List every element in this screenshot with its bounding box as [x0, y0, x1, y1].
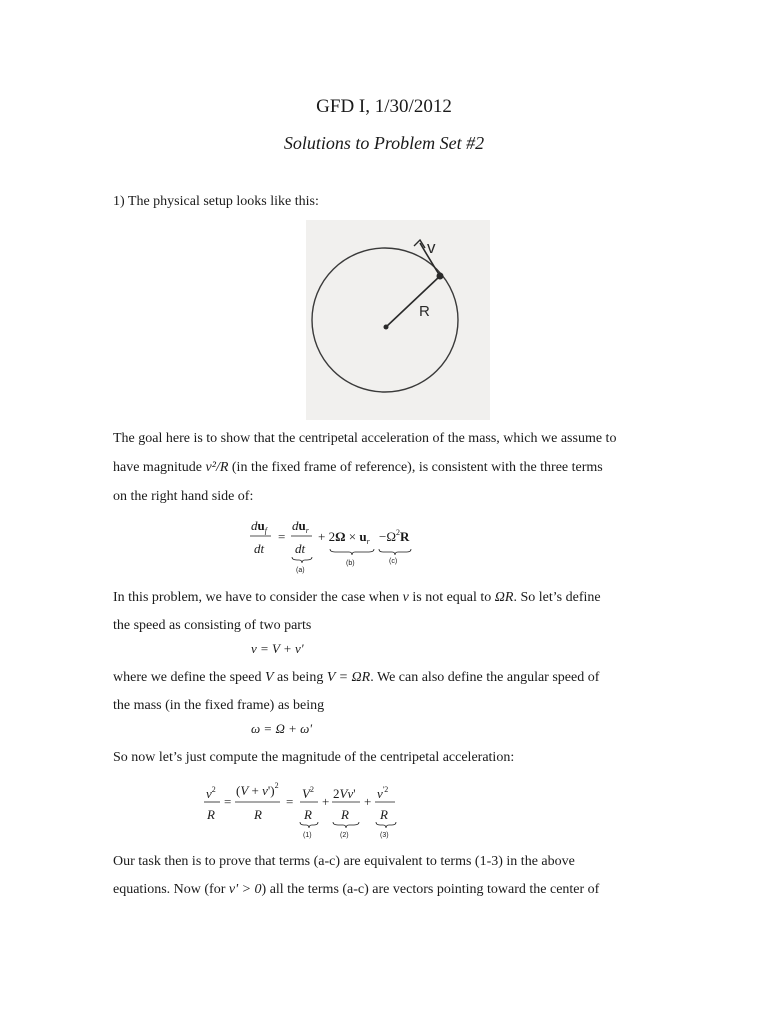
label-1: (1) [303, 832, 312, 839]
label-a: (a) [296, 567, 305, 574]
svg-text:=: = [224, 794, 232, 809]
brace-a [292, 557, 312, 563]
svg-text:+ 2Ω × ur: + $2\Omega \times u_r$ [318, 529, 370, 546]
svg-text:+: + [322, 794, 330, 809]
svg-text:=: = [286, 794, 294, 809]
equation-angular-speed: ω = Ω + ω' [251, 721, 313, 736]
velocity-label: v [427, 238, 436, 257]
svg-text:=: = [278, 529, 286, 544]
center-dot [384, 325, 389, 330]
paragraph-3-line-2: the mass (in the fixed frame) as being [113, 698, 325, 713]
label-c: (c) [389, 558, 398, 565]
equation-1-svg [240, 516, 440, 578]
radius-label: R [419, 303, 430, 320]
label-2: (2) [340, 832, 349, 839]
svg-text:R: R [304, 807, 312, 822]
brace-b [330, 549, 374, 555]
brace-1 [300, 822, 318, 828]
equation-speed-split: v = V + v' [251, 641, 304, 656]
svg-text:V2: $V^2$ [302, 785, 314, 801]
svg-text:(V + v')2: $(V + v')^2$ [236, 781, 279, 798]
paragraph-1-line-2: have magnitude v²/R (in the fixed frame of reference), is consistent with the three terms [113, 460, 603, 475]
page-title: GFD I, 1/30/2012 [316, 96, 452, 117]
svg-text:R: R [207, 807, 215, 822]
velocity-arrowhead [414, 240, 425, 248]
brace-2 [333, 822, 359, 828]
brace-c [379, 549, 411, 555]
brace-3 [376, 822, 396, 828]
svg-text:dt: dt [254, 541, 265, 556]
setup-figure [306, 220, 490, 420]
equation-2-svg [200, 778, 410, 842]
paragraph-5-line-1: Our task then is to prove that terms (a-c) are equivalent to terms (1-3) in the above [113, 854, 575, 869]
radius-line [386, 276, 440, 327]
paragraph-5-line-2: equations. Now (for v' > 0) all the terms (a-c) are vectors pointing toward the center of [113, 882, 600, 897]
svg-text:v'2: $v^{'2}$ [377, 785, 389, 801]
paragraph-2-line-2: the speed as consisting of two parts [113, 618, 312, 633]
paragraph-4: So now let’s just compute the magnitude of the centripetal acceleration: [113, 750, 515, 765]
equation-1 [240, 516, 440, 583]
label-b: (b) [346, 560, 355, 567]
v2-over-r: v²/R [205, 460, 229, 475]
svg-text:dur: $du_r$ [292, 518, 309, 535]
paragraph-1-line-3: on the right hand side of: [113, 489, 254, 504]
svg-text:R: R [341, 807, 349, 822]
svg-text:R: R [380, 807, 388, 822]
circle-diagram [306, 220, 490, 420]
label-3: (3) [380, 832, 389, 839]
equation-2 [200, 778, 410, 847]
svg-text:duf: $du_f$ [251, 518, 267, 535]
svg-text:−Ω2R: $-\Omega^2R$ [379, 528, 410, 544]
paragraph-2-line-1: In this problem, we have to consider the case when v is not equal to ΩR. So let’s define [113, 590, 601, 605]
paragraph-1-line-1: The goal here is to show that the centripetal acceleration of the mass, which we assume to [113, 431, 617, 446]
svg-text:+: + [364, 794, 372, 809]
svg-text:2Vv': 2Vv' [333, 786, 356, 801]
svg-text:R: R [254, 807, 262, 822]
problem-intro: 1) The physical setup looks like this: [113, 194, 319, 209]
paragraph-3-line-1: where we define the speed V as being V = ΩR. We can also define the angular speed of [113, 670, 600, 685]
svg-text:dt: dt [295, 541, 306, 556]
svg-text:v2: $v^2$ [206, 785, 216, 801]
page-subtitle: Solutions to Problem Set #2 [283, 133, 485, 153]
